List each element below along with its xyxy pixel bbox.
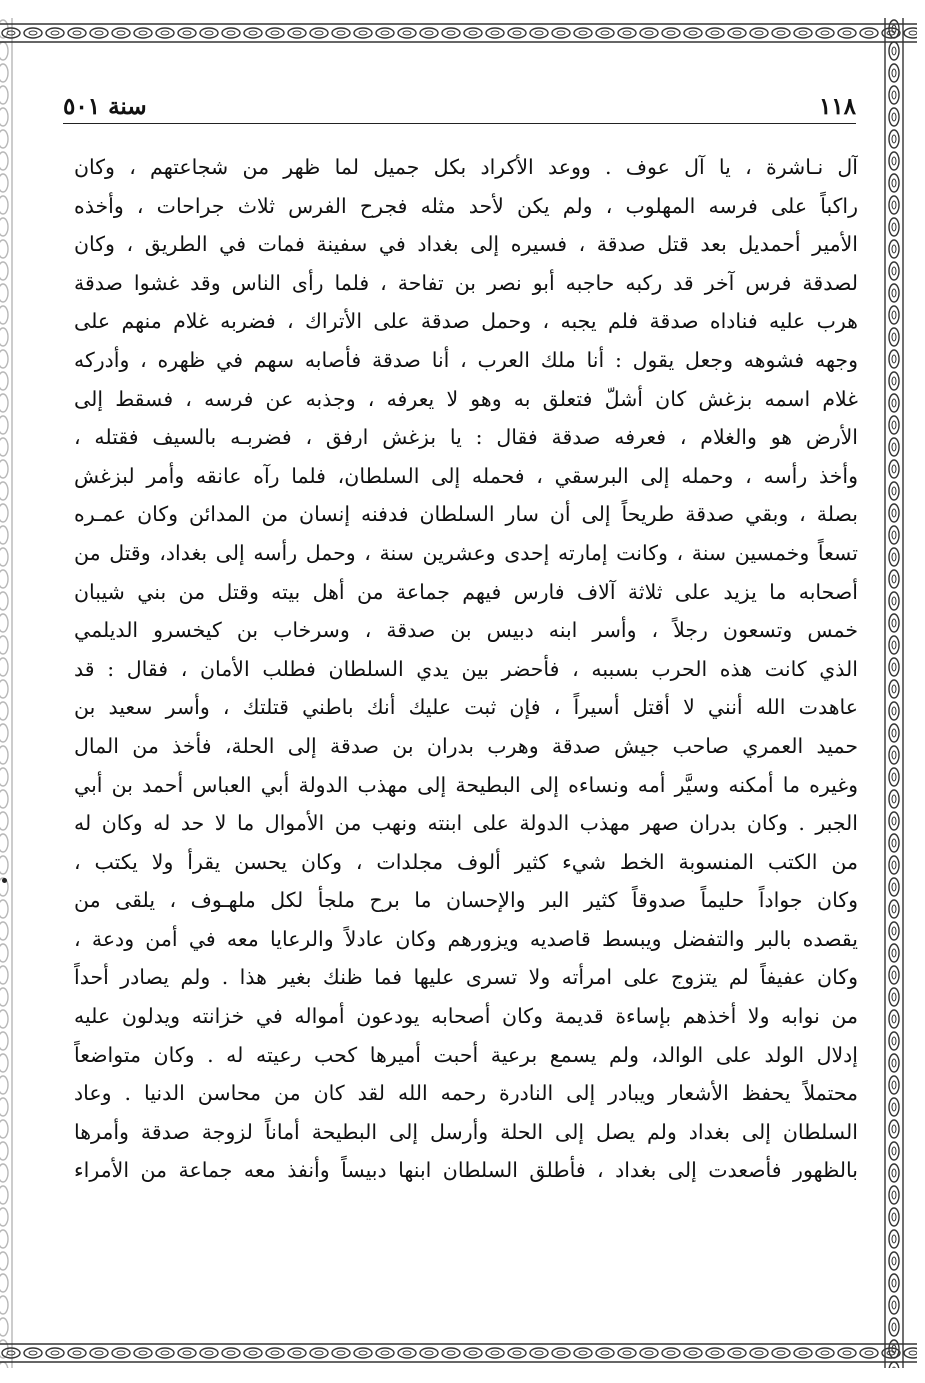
text-line: من نوابه ولا أخذهم بإساءة قديمة وكان أصحابه يودعون أمواله في خزانته ويدلون عليه (74, 1004, 858, 1029)
running-title-year: سنة ٥٠١ (63, 93, 147, 120)
text-line: لصدقة فرس آخر قد ركبه حاجبه أبو نصر بن تفاحة ، فلما رأى الناس وقد غشوا صدقة (74, 270, 858, 295)
text-line: وكان عفيفاً لم يتزوج على امرأته ولا تسرى عليها فما ظنك بغير هذا . ولم يصادر أحداً (74, 965, 858, 990)
header-rule (63, 123, 856, 124)
text-line: الأمير أحمديل بعد قتل صدقة ، فسيره إلى بغداد في سفينة فمات في الطريق ، وكان (74, 232, 858, 257)
text-line: الجبر . وكان بدران صهر مهذب الدولة على ابنته ونهب من الأموال ما لا حد له وكان له (74, 811, 858, 836)
main-text-block (74, 148, 858, 1190)
text-line: غلام اسمه بزغش كان أشلّ فتعلق به وهو لا يعرفه ، وجذبه عن فرسه ، فسقط إلى (74, 386, 858, 411)
text-line: الأرض هو والغلام ، فعرفه صدقة فقال : يا بزغش ارفق ، فضربـه بالسيف فقتله ، (74, 425, 858, 450)
text-line: وكان جواداً حليماً صدوقاً كثير البر والإحسان ما برح ملجأ لكل ملهـوف ، يلقى من (74, 888, 858, 913)
text-line: بالظهور فأصعدت إلى بغداد ، فأطلق السلطان ابنها دبيساً وأنفذ معه جماعة من الأمراء (74, 1158, 858, 1183)
text-line: يقصده بالبر والتفضل ويبسط قاصديه ويزورهم وكان عادلاً والرعايا معه في أمن ودعة ، (74, 926, 858, 951)
text-line: وجهه فشوهه وجعل يقول : أنا ملك العرب ، أنا صدقة فأصابه سهم في ظهره ، وأدركه (74, 347, 858, 372)
text-line: أصحابه ما يزيد على ثلاثة آلاف فارس فيهم جماعة من أهل بيته وقتل من بني شيبان (74, 579, 858, 604)
left-ornamental-border (0, 18, 18, 1368)
text-line: إدلال الولد على الوالد، ولم يسمع برعية أحبت أميرها كحب رعيته له . وكان متواضعاً (74, 1042, 858, 1067)
text-line: تسعاً وخمسين سنة ، وكانت إمارته إحدى وعشرين سنة ، وحمل رأسه إلى بغداد، وقتل من (74, 540, 858, 565)
page-header (63, 93, 856, 125)
text-line: خمس وتسعون رجلاً ، وأسر ابنه دبيس بن صدقة ، وسرخاب بن كيخسرو الديلمي (74, 618, 858, 643)
text-line: بصلة ، وبقي صدقة طريحاً إلى أن سار السلطان فدفنه إنسان من المدائن وكان عمـره (74, 502, 858, 527)
page-number: ١١٨ (818, 93, 856, 120)
text-line: وغيره ما أمكنه وسيَّر أمه ونساءه إلى البطيحة إلى مهذب الدولة أبي العباس أحمد بن أبي (74, 772, 858, 797)
text-line: السلطان إلى بغداد ولم يصل إلى الحلة وأرسل إلى البطيحة أماناً لزوجة صدقة وأمرها (74, 1119, 858, 1144)
text-line: وأخذ رأسه ، وحمله إلى البرسقي ، فحمله إلى السلطان، فلما رآه عانقه وأمر لبزغش (74, 463, 858, 488)
text-line: عاهدت الله أنني لا أقتل أسيراً ، فإن ثبت عليك أنك باطني قتلتك ، وأسر سعيد بن (74, 695, 858, 720)
bottom-ornamental-border (0, 1338, 917, 1368)
text-line: حميد العمري صاحب جيش صدقة وهرب بدران بن صدقة إلى الحلة، فأخذ من المال (74, 733, 858, 758)
text-line: الذي كانت هذه الحرب بسببه ، فأحضر بين يدي السلطان فطلب الأمان ، فقال : قد (74, 656, 858, 681)
top-ornamental-border (0, 18, 917, 48)
text-line: من الكتب المنسوبة الخط شيء كثير ألوف مجلدات ، وكان يحسن يقرأ ولا يكتب ، (74, 849, 858, 874)
text-line: راكباً على فرسه المهلوب ، ولم يكن لأحد مثله فجرح الفرس ثلاث جراحات ، وأخذه (74, 193, 858, 218)
text-line: آل نـاشرة ، يا آل عوف . ووعد الأكراد بكل جميل لما ظهر من شجاعتهم ، وكان (74, 155, 858, 179)
text-line: هرب عليه فناداه صدقة فلم يجبه ، وحمل صدقة على الأتراك ، فضربه غلام منهم على (74, 309, 858, 334)
text-line: محتملاً يحفظ الأشعار ويبادر إلى النادرة رحمه الله لقد كان من محاسن الدنيا . وعاد (74, 1081, 858, 1106)
margin-mark (2, 878, 7, 883)
right-ornamental-border (879, 18, 909, 1368)
